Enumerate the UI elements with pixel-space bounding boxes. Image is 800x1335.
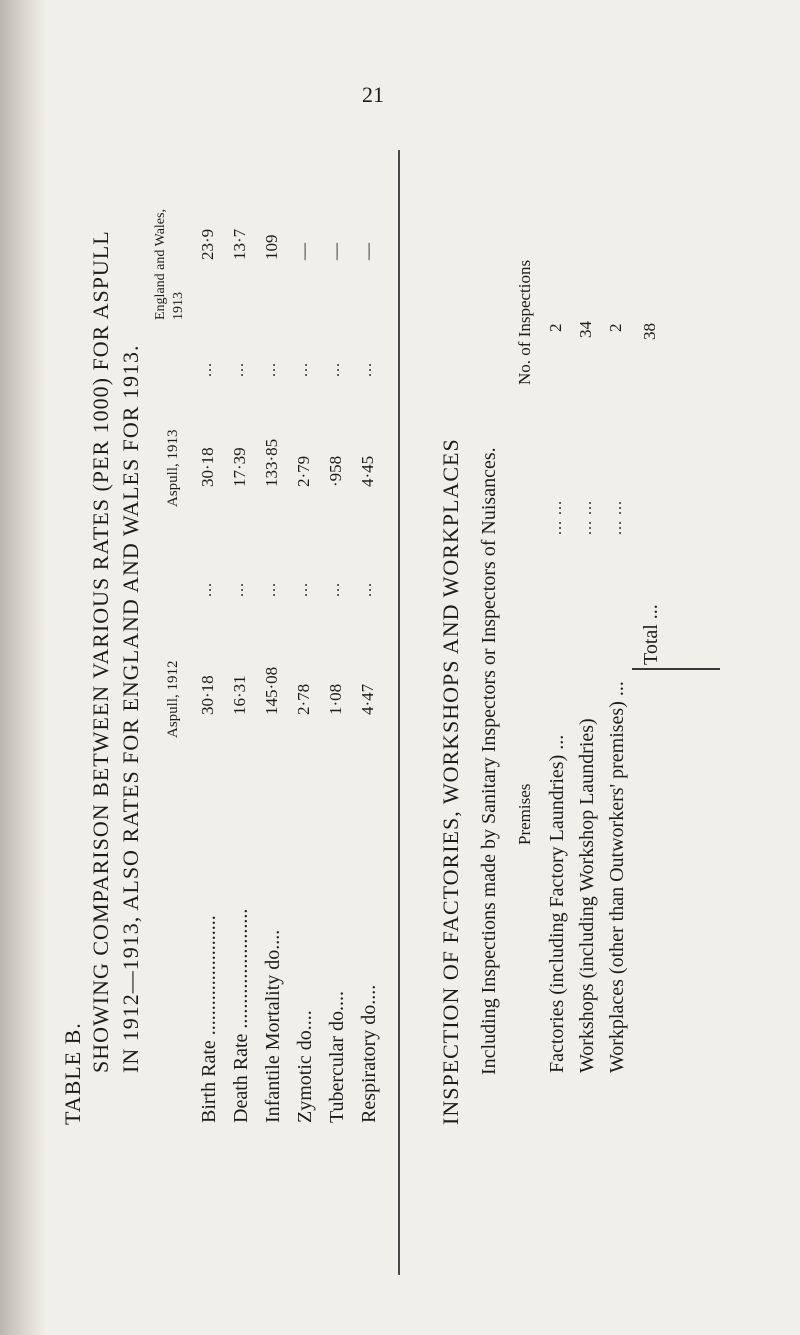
- row-label-zymotic: Zymotic do....: [294, 1010, 316, 1123]
- row-label-workshops: Workshops (including Workshop Laundries): [576, 718, 598, 1073]
- dot-leader: ...: [294, 582, 311, 597]
- dot-leader: ...: [198, 362, 215, 377]
- dot-leader: ...: [230, 362, 247, 377]
- table-b-label: TABLE B.: [60, 1022, 85, 1125]
- dot-leader: ...: [262, 582, 279, 597]
- cell-1912-birth: 30·18: [198, 675, 217, 715]
- inspection-title: INSPECTION OF FACTORIES, WORKSHOPS AND WORKPLACES: [438, 438, 463, 1125]
- dot-leader: ...: [294, 362, 311, 377]
- col-england-wales-1913: England and Wales, 1913: [153, 209, 186, 320]
- cell-ew-death: 13·7: [230, 228, 249, 260]
- cell-ew-respiratory: —: [358, 243, 377, 260]
- cell-ew-tubercular: —: [326, 243, 345, 260]
- row-label-workplaces: Workplaces (other than Outworkers' premises) ...: [606, 681, 628, 1073]
- col-aspull-1913: Aspull, 1913: [165, 429, 181, 507]
- table-b-subtitle: IN 1912—1913, ALSO RATES FOR ENGLAND AND WALES FOR 1913.: [118, 344, 143, 1073]
- cell-total: 38: [640, 323, 659, 340]
- dot-leader: ...: [358, 362, 375, 377]
- cell-1913-respiratory: 4·45: [358, 455, 377, 487]
- dot-leader: ...: [230, 582, 247, 597]
- col-aspull-1912: Aspull, 1912: [165, 660, 181, 738]
- dot-leader: ...: [326, 362, 343, 377]
- cell-1912-death: 16·31: [230, 675, 249, 715]
- row-label-birth-rate: Birth Rate ........................: [198, 915, 220, 1123]
- total-rule: [632, 668, 720, 670]
- row-label-factories: Factories (including Factory Laundries) ...: [546, 734, 568, 1073]
- row-label-infantile: Infantile Mortality do....: [262, 929, 284, 1123]
- col-no-of-inspections: No. of Inspections: [515, 259, 534, 385]
- cell-1913-tubercular: ·958: [326, 455, 345, 487]
- cell-1913-birth: 30·18: [198, 447, 217, 487]
- dot-leader: ...: [198, 582, 215, 597]
- dot-leader: ...: [262, 362, 279, 377]
- cell-1912-infantile: 145·08: [262, 666, 281, 715]
- dot-leader: ... ...: [608, 500, 625, 535]
- dot-leader: ...: [358, 582, 375, 597]
- cell-ew-infantile: 109: [262, 234, 281, 260]
- page-number: 21: [362, 82, 384, 107]
- row-label-total: Total ...: [640, 604, 662, 665]
- inspection-subtitle: Including Inspections made by Sanitary Inspectors or Inspectors of Nuisances.: [478, 447, 500, 1075]
- cell-ew-zymotic: —: [294, 243, 313, 260]
- cell-1912-tubercular: 1·08: [326, 683, 345, 715]
- table-b-title: SHOWING COMPARISON BETWEEN VARIOUS RATES (PER 1000) FOR ASPULL: [88, 230, 113, 1073]
- dot-leader: ... ...: [578, 500, 595, 535]
- dot-leader: ...: [326, 582, 343, 597]
- cell-factories: 2: [546, 323, 565, 332]
- cell-1912-respiratory: 4·47: [358, 683, 377, 715]
- col-premises: Premises: [515, 783, 534, 845]
- cell-1913-zymotic: 2·79: [294, 455, 313, 487]
- cell-1913-death: 17·39: [230, 447, 249, 487]
- cell-workplaces: 2: [606, 323, 625, 332]
- cell-workshops: 34: [576, 321, 595, 338]
- row-label-tubercular: Tubercular do....: [326, 990, 348, 1123]
- cell-1912-zymotic: 2·78: [294, 683, 313, 715]
- row-label-respiratory: Respiratory do....: [358, 984, 380, 1123]
- dot-leader: ... ...: [548, 500, 565, 535]
- row-label-death-rate: Death Rate ........................: [230, 908, 252, 1123]
- cell-1913-infantile: 133·85: [262, 438, 281, 487]
- cell-ew-birth: 23·9: [198, 228, 217, 260]
